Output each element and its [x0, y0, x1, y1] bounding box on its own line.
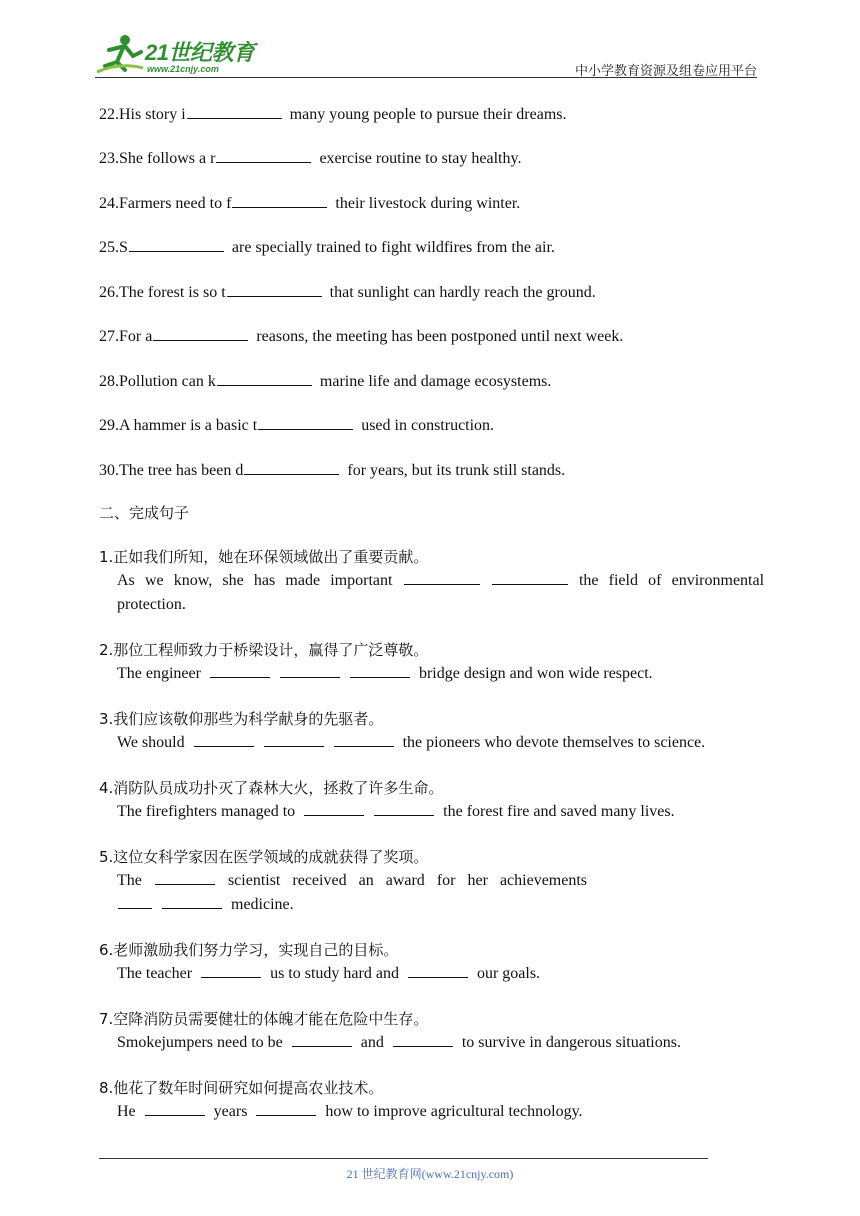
answer-blank[interactable] [408, 962, 468, 978]
question-prefix: 27.For a [99, 328, 153, 345]
sentence-text: to survive in dangerous situations. [461, 1034, 681, 1051]
sentence-item-2 [99, 638, 764, 686]
question-prefix: 29.A hammer is a basic t [99, 417, 258, 434]
question-prefix: 23.She follows a r [99, 150, 216, 167]
sentence-text: Smokejumpers need to be [117, 1034, 283, 1051]
sentence-item-7 [99, 1007, 764, 1055]
answer-blank[interactable] [187, 103, 282, 119]
question-suffix: their livestock during winter. [335, 195, 521, 212]
answer-blank[interactable] [153, 325, 248, 341]
question-prefix: 30.The tree has been d [99, 462, 244, 479]
platform-name: 中小学教育资源及组卷应用平台 [574, 64, 757, 79]
logo-url: www.21cnjy.com [147, 64, 219, 74]
question-23 [99, 147, 521, 169]
sentence-text: the field of environmental [578, 572, 765, 589]
sentence-text: years [213, 1103, 248, 1120]
page-footer: 21 世纪教育网(www.21cnjy.com) [346, 1167, 514, 1181]
answer-blank[interactable] [155, 869, 215, 885]
question-25 [99, 236, 555, 258]
sentence-item-4 [99, 776, 764, 824]
question-24 [99, 192, 520, 214]
answer-blank[interactable] [118, 893, 152, 909]
question-prefix: 28.Pollution can k [99, 373, 216, 390]
question-suffix: used in construction. [361, 417, 495, 434]
page-header [95, 30, 757, 78]
question-27 [99, 325, 623, 347]
answer-blank[interactable] [162, 893, 222, 909]
sentence-text: medicine. [231, 896, 294, 913]
sentence-item-1 [99, 545, 764, 617]
sentence-text: As we know, she has made important [117, 572, 393, 589]
answer-blank[interactable] [227, 281, 322, 297]
logo-text: 21世纪教育 [145, 40, 255, 65]
chinese-prompt: 7.空降消防员需要健壮的体魄才能在危险中生存。 [99, 1010, 429, 1028]
footer-divider [99, 1158, 708, 1159]
answer-blank[interactable] [210, 662, 270, 678]
sentence-item-5 [99, 845, 764, 917]
answer-blank[interactable] [393, 1031, 453, 1047]
answer-blank[interactable] [256, 1100, 316, 1116]
sentence-text: bridge design and won wide respect. [418, 665, 653, 682]
answer-blank[interactable] [145, 1100, 205, 1116]
sentence-text: how to improve agricultural technology. [325, 1103, 583, 1120]
question-22 [99, 103, 567, 125]
question-suffix: exercise routine to stay healthy. [319, 150, 522, 167]
answer-blank[interactable] [404, 569, 480, 585]
question-prefix: 24.Farmers need to f [99, 195, 232, 212]
sentence-text: The teacher [117, 965, 193, 982]
sentence-text: The engineer [117, 665, 201, 682]
question-29 [99, 414, 494, 436]
answer-blank[interactable] [232, 192, 327, 208]
chinese-prompt: 6.老师激励我们努力学习，实现自己的目标。 [99, 941, 399, 959]
answer-blank[interactable] [350, 662, 410, 678]
question-suffix: that sunlight can hardly reach the ground. [329, 284, 596, 301]
question-prefix: 22.His story i [99, 106, 186, 123]
answer-blank[interactable] [216, 147, 311, 163]
runner-logo-icon [95, 32, 145, 76]
english-sentence [99, 569, 764, 593]
english-sentence [99, 1031, 764, 1055]
answer-blank[interactable] [304, 800, 364, 816]
sentence-text: us to study hard and [270, 965, 399, 982]
question-prefix: 25.S [99, 239, 128, 256]
site-logo [95, 32, 265, 76]
question-suffix: marine life and damage ecosystems. [319, 373, 552, 390]
answer-blank[interactable] [280, 662, 340, 678]
question-28 [99, 370, 551, 392]
question-30 [99, 459, 565, 481]
answer-blank[interactable] [194, 731, 254, 747]
section-title: 二、完成句子 [99, 504, 190, 522]
sentence-text: the pioneers who devote themselves to science. [402, 734, 706, 751]
sentence-text: He [117, 1103, 136, 1120]
answer-blank[interactable] [374, 800, 434, 816]
question-suffix: many young people to pursue their dreams. [289, 106, 567, 123]
sentence-text: We should [117, 734, 185, 751]
english-sentence [99, 1100, 764, 1124]
question-suffix: are specially trained to fight wildfires from the air. [231, 239, 555, 256]
sentence-text: and [360, 1034, 384, 1051]
english-sentence [99, 731, 764, 755]
question-suffix: reasons, the meeting has been postponed until next week. [256, 328, 624, 345]
sentence-text: the forest fire and saved many lives. [443, 803, 675, 820]
chinese-prompt: 5.这位女科学家因在医学领域的成就获得了奖项。 [99, 848, 429, 866]
answer-blank[interactable] [334, 731, 394, 747]
sentence-text: scientist received an award for her achievements [227, 872, 588, 889]
answer-blank[interactable] [244, 459, 339, 475]
english-sentence-continued: protection. [117, 596, 186, 613]
chinese-prompt: 8.他花了数年时间研究如何提高农业技术。 [99, 1079, 384, 1097]
question-suffix: for years, but its trunk still stands. [347, 462, 566, 479]
sentence-text: The firefighters managed to [117, 803, 296, 820]
english-sentence-continued [99, 893, 764, 917]
answer-blank[interactable] [258, 414, 353, 430]
question-26 [99, 281, 596, 303]
answer-blank[interactable] [201, 962, 261, 978]
english-sentence [99, 869, 587, 893]
answer-blank[interactable] [292, 1031, 352, 1047]
english-sentence [99, 962, 764, 986]
answer-blank[interactable] [217, 370, 312, 386]
sentence-item-8 [99, 1076, 764, 1124]
sentence-text: our goals. [476, 965, 541, 982]
sentence-item-6 [99, 938, 764, 986]
sentence-item-3 [99, 707, 764, 755]
answer-blank[interactable] [492, 569, 568, 585]
chinese-prompt: 4.消防队员成功扑灭了森林大火，拯救了许多生命。 [99, 779, 444, 797]
chinese-prompt: 3.我们应该敬仰那些为科学献身的先驱者。 [99, 710, 384, 728]
answer-blank[interactable] [264, 731, 324, 747]
question-prefix: 26.The forest is so t [99, 284, 226, 301]
english-sentence [99, 800, 764, 824]
chinese-prompt: 2.那位工程师致力于桥梁设计，赢得了广泛尊敬。 [99, 641, 429, 659]
english-sentence [99, 662, 764, 686]
chinese-prompt: 1.正如我们所知，她在环保领域做出了重要贡献。 [99, 548, 429, 566]
answer-blank[interactable] [129, 236, 224, 252]
header-divider [95, 77, 757, 78]
sentence-text: The [117, 872, 142, 889]
